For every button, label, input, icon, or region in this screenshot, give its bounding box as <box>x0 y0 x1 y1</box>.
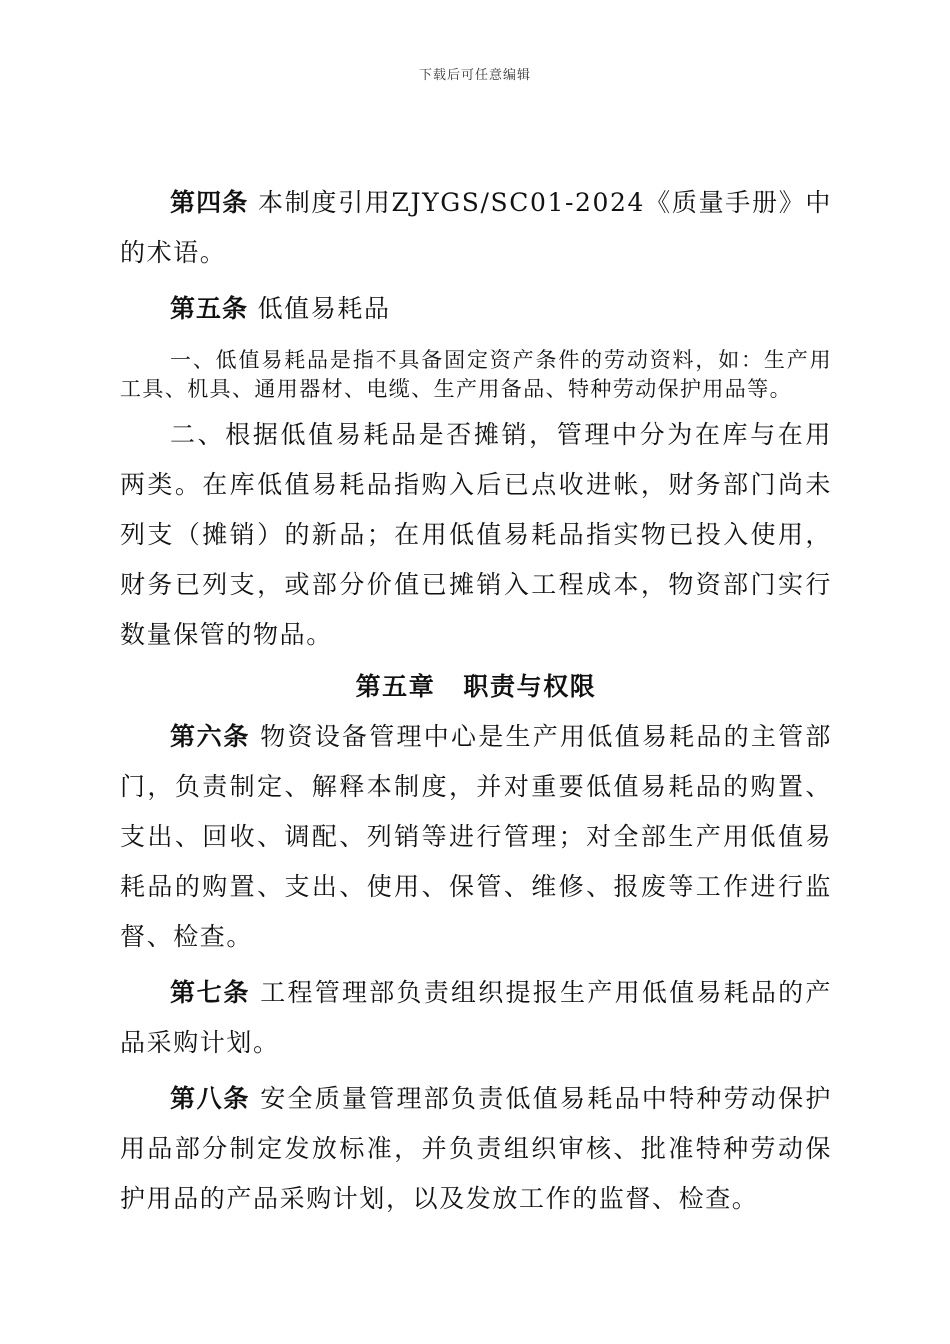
article-7-label: 第七条 <box>170 978 250 1007</box>
article-6 <box>120 712 832 962</box>
page-header-note: 下载后可任意编辑 <box>418 68 531 83</box>
article-5-label: 第五条 <box>170 294 249 323</box>
article-5-item-2: 二、根据低值易耗品是否摊销，管理中分为在库与在用两类。在库低值易耗品指购入后已点收进帐，财务部门尚未列支（摊销）的新品；在用低值易耗品指实物已投入使用，财务已列支，或部分价值已摊销入工程成本，物资部门实行数量保管的物品。 <box>120 420 832 649</box>
article-8-text: 安全质量管理部负责低值易耗品中特种劳动保护用品部分制定发放标准，并负责组织审核、批准特种劳动保护用品的产品采购计划，以及发放工作的监督、检查。 <box>120 1084 832 1213</box>
article-4 <box>120 178 832 278</box>
article-6-label: 第六条 <box>170 722 250 751</box>
article-7 <box>120 968 832 1068</box>
article-8 <box>120 1074 832 1224</box>
article-8-label: 第八条 <box>170 1084 250 1113</box>
article-7-text: 工程管理部负责组织提报生产用低值易耗品的产品采购计划。 <box>120 978 832 1057</box>
chapter-5-title: 职责与权限 <box>463 672 597 701</box>
article-5 <box>120 284 832 334</box>
article-6-text: 物资设备管理中心是生产用低值易耗品的主管部门，负责制定、解释本制度，并对重要低值易耗品的购置、支出、回收、调配、列销等进行管理；对全部生产用低值易耗品的购置、支出、使用、保管、维修、报废等工作进行监督、检查。 <box>120 722 832 951</box>
article-5-text: 低值易耗品 <box>257 294 391 323</box>
article-5-item-1: 一、低值易耗品是指不具备固定资产条件的劳动资料，如：生产用工具、机具、通用器材、电缆、生产用备品、特种劳动保护用品等。 <box>120 348 832 401</box>
chapter-5-heading <box>120 662 832 712</box>
article-4-text: 本制度引用ZJYGS/SC01-2024《质量手册》中的术语。 <box>120 188 832 267</box>
document-body <box>120 178 832 1224</box>
chapter-5-number: 第五章 <box>355 672 436 701</box>
article-4-label: 第四条 <box>170 188 249 217</box>
